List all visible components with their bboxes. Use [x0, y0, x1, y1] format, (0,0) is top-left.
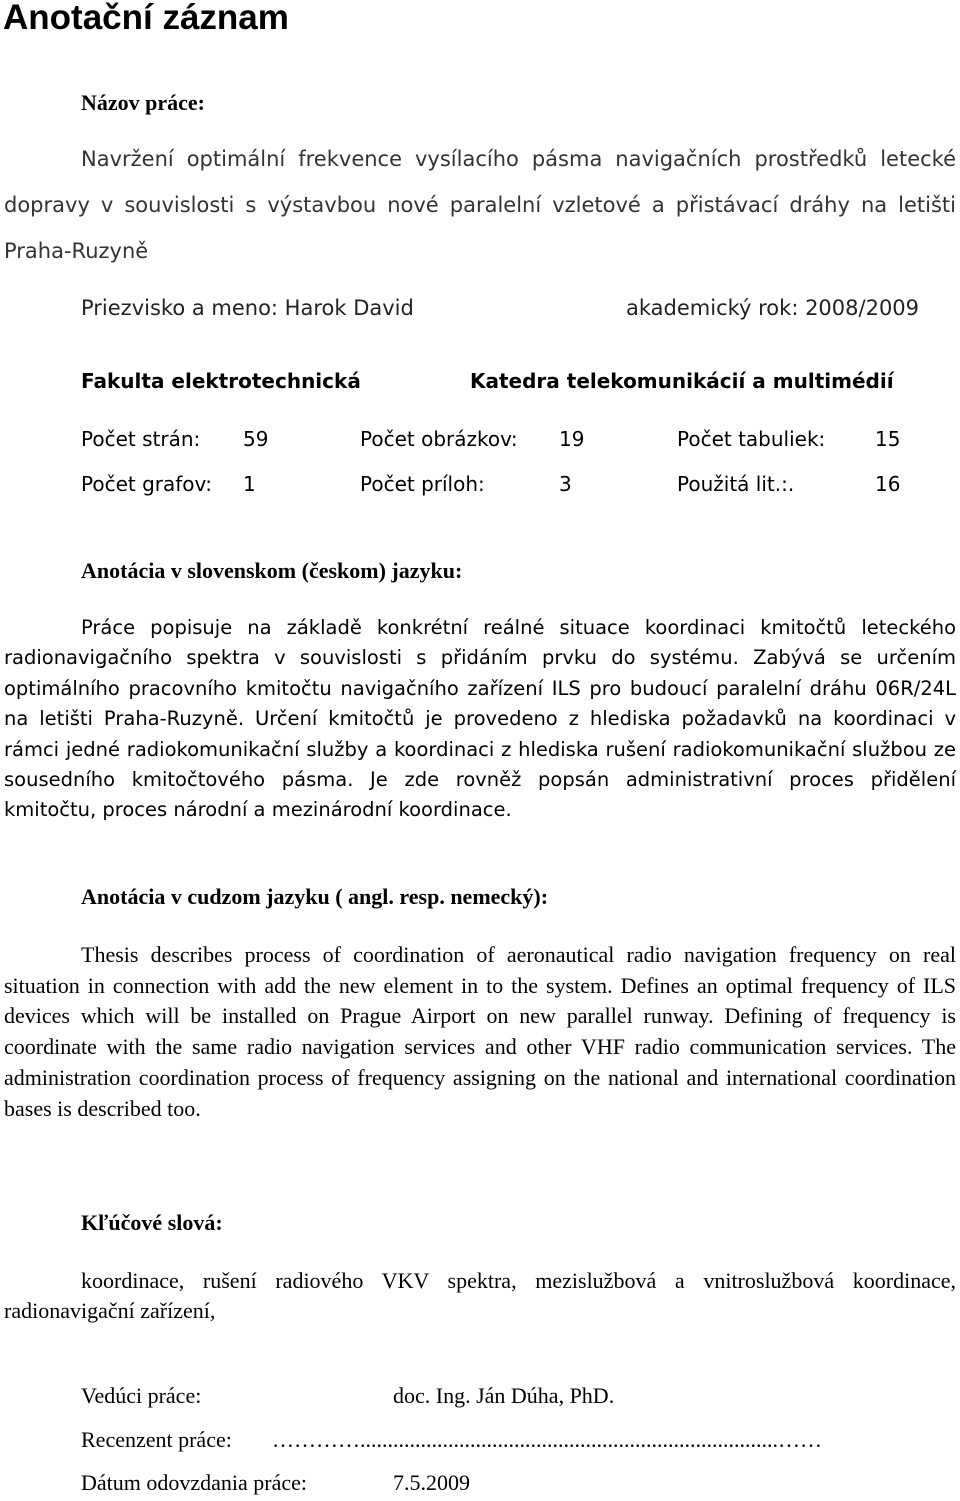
supervisor-value: doc. Ing. Ján Dúha, PhD. [393, 1383, 615, 1408]
literature-value: 16 [875, 472, 901, 496]
submission-date-value: 7.5.2009 [393, 1470, 470, 1495]
figures-label: Počet obrázkov: [360, 427, 518, 451]
author: Priezvisko a meno: Harok David [81, 296, 414, 320]
annotation-sk-label: Anotácia v slovenskom (českom) jazyku: [81, 558, 463, 583]
title-label: Názov práce: [81, 90, 206, 115]
annotation-foreign-label: Anotácia v cudzom jazyku ( angl. resp. nemecký): [81, 884, 549, 909]
faculty: Fakulta elektrotechnická [81, 369, 361, 393]
keywords-text: koordinace, rušení radiového VKV spektra, mezislužbová a vnitroslužbová koordinace, radionavigační zařízení, [4, 1268, 956, 1323]
appendices-value: 3 [559, 472, 572, 496]
tables-value: 15 [875, 427, 901, 451]
tables-label: Počet tabuliek: [677, 427, 826, 451]
department: Katedra telekomunikácií a multimédií [470, 369, 894, 393]
literature-label: Použitá lit.:. [677, 472, 795, 496]
graphs-value: 1 [243, 472, 256, 496]
graphs-label: Počet grafov: [81, 472, 213, 496]
keywords-label: Kľúčové slová: [81, 1210, 223, 1235]
page-title: Anotační záznam [3, 0, 289, 37]
submission-date-label: Dátum odovzdania práce: [81, 1470, 308, 1495]
figures-value: 19 [559, 427, 585, 451]
pages-value: 59 [243, 427, 269, 451]
annotation-sk-text: Práce popisuje na základě konkrétní reálné situace koordinaci kmitočtů leteckého radionavigačního spektra v souvislosti s přidáním prvku do systému. Zabývá se určením optimálního pracovního kmitočtu navigačního zařízení ILS pro budoucí paralelní dráhu 06R/24L na letišti Praha-Ruzyně. Určení kmitočtů je provedeno z hlediska požadavků na koordinaci v rámci jedné radiokomunikační služby a koordinaci z hlediska rušení radiokomunikační službou ze sousedního kmitočtového pásma. Je zde rovněž popsán administrativní proces přidělení kmitočtu, proces národní a mezinárodní koordinace. [4, 616, 956, 822]
supervisor-label: Vedúci práce: [81, 1383, 202, 1408]
thesis-title: Navržení optimální frekvence vysílacího pásma navigačních prostředků letecké dopravy v souvislosti s výstavbou nové paralelní vzletové a přistávací dráhy na letišti Praha-Ruzyně [4, 147, 956, 263]
reviewer-value: …………............................................................................…… [272, 1427, 822, 1452]
reviewer-label: Recenzent práce: [81, 1427, 232, 1452]
pages-label: Počet strán: [81, 427, 201, 451]
annotation-foreign-text: Thesis describes process of coordination of aeronautical radio navigation frequency on real situation in connection with add the new element in to the system. Defines an optimal frequency of ILS devices which will be installed on Prague Airport on new parallel runway. Defining of frequency is coordinate with the same radio navigation services and other VHF radio communication services. The administration coordination process of frequency assigning on the national and international coordination bases is described too. [4, 942, 956, 1121]
academic-year: akademický rok: 2008/2009 [626, 296, 920, 320]
appendices-label: Počet príloh: [360, 472, 485, 496]
